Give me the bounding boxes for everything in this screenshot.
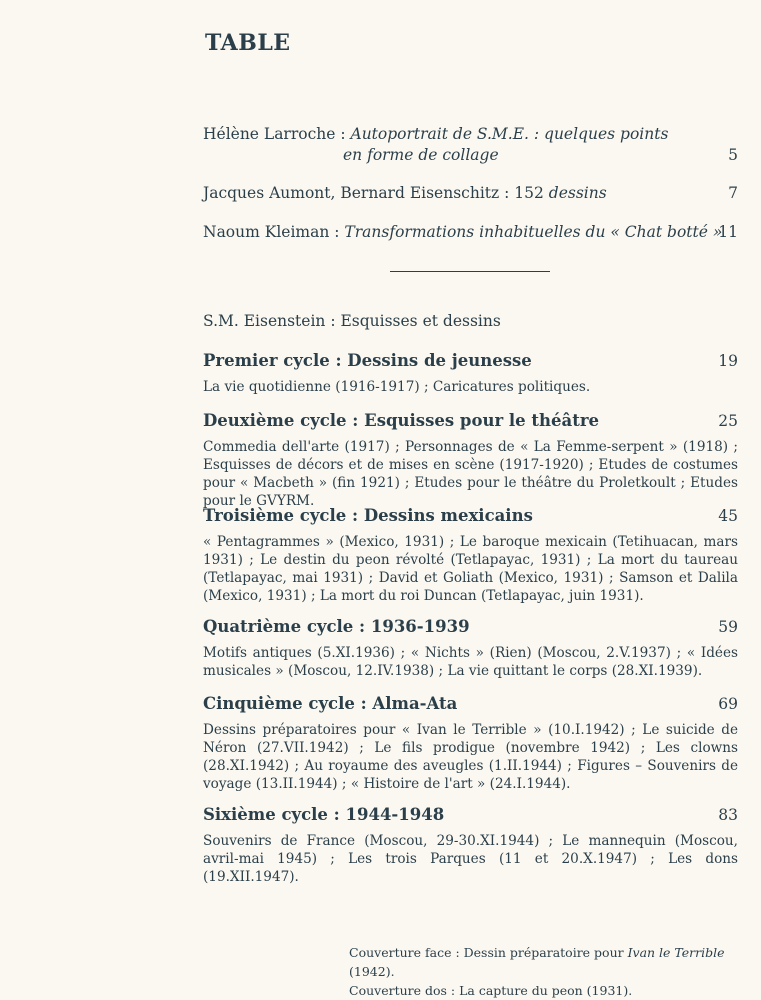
contribution-work-line2: en forme de collage bbox=[343, 146, 499, 164]
contribution-work: Transformations inhabituelles du « Chat botté » bbox=[344, 223, 723, 241]
cover-credit-back: Couverture dos : La capture du peon (1931). bbox=[349, 983, 633, 998]
cycle-page-number: 83 bbox=[718, 806, 738, 824]
divider-rule bbox=[390, 271, 550, 272]
cycle-title: Cinquième cycle : Alma-Ata bbox=[203, 694, 458, 713]
cycle-description: Souvenirs de France (Moscou, 29-30.XI.1944) ; Le mannequin (Moscou, avril-mai 1945) ; Les trois Parques (11 et 20.X.1947) ; Les dons (19.XII.1947). bbox=[203, 833, 738, 885]
cycle-entry-5 bbox=[203, 693, 738, 793]
contribution-work: dessins bbox=[548, 184, 607, 202]
contribution-page-number: 5 bbox=[728, 146, 738, 164]
cycle-description: Commedia dell'arte (1917) ; Personnages de « La Femme-serpent » (1918) ; Esquisses de décors et de mises en scène (1917-1920) ; Etudes de costumes pour « Macbeth » (fin 1921) ; Etudes pour le théâtre du Proletkoult ; Etudes pour le GVYRM. bbox=[203, 439, 738, 509]
contribution-page-number: 11 bbox=[718, 223, 738, 241]
cycle-page-number: 19 bbox=[718, 352, 738, 370]
cycle-entry-4 bbox=[203, 616, 738, 680]
section-title: S.M. Eisenstein : Esquisses et dessins bbox=[203, 312, 501, 330]
cover-credit-front: Couverture face : Dessin préparatoire pour Ivan le Terrible (1942). bbox=[349, 945, 725, 979]
cycle-title: Quatrième cycle : 1936-1939 bbox=[203, 617, 470, 636]
contribution-entry-kleiman bbox=[203, 222, 738, 243]
cycle-description: « Pentagrammes » (Mexico, 1931) ; Le baroque mexicain (Tetihuacan, mars 1931) ; Le destin du peon révolté (Tetlapayac, 1931) ; La mort du taureau (Tetlapayac, mai 1931) ; David et Goliath (Mexico, 1931) ; Samson et Dalila (Mexico, 1931) ; La mort du roi Duncan (Tetlapayac, juin 1931). bbox=[203, 534, 738, 604]
contribution-work-number: 152 bbox=[514, 184, 549, 202]
cycle-title: Troisième cycle : Dessins mexicains bbox=[203, 506, 533, 525]
contribution-entry-aumont-eisenschitz bbox=[203, 183, 738, 204]
contribution-work-line1: Autoportrait de S.M.E. : quelques points bbox=[350, 125, 669, 143]
cycle-page-number: 69 bbox=[718, 695, 738, 713]
contribution-author: Jacques Aumont, Bernard Eisenschitz : bbox=[203, 184, 515, 202]
cycle-page-number: 45 bbox=[718, 507, 738, 525]
page-title: TABLE bbox=[205, 30, 291, 56]
contribution-entry-larroche bbox=[203, 124, 738, 166]
cycle-title: Sixième cycle : 1944-1948 bbox=[203, 805, 445, 824]
cycle-entry-6 bbox=[203, 804, 738, 886]
cycle-description: Dessins préparatoires pour « Ivan le Terrible » (10.I.1942) ; Le suicide de Néron (27.VII.1942) ; Le fils prodigue (novembre 1942) ; Les clowns (28.XI.1942) ; Au royaume des aveugles (1.II.1944) ; Figures – Souvenirs de voyage (13.II.1944) ; « Histoire de l'art » (24.I.1944). bbox=[203, 722, 738, 792]
cycle-title: Deuxième cycle : Esquisses pour le théâtre bbox=[203, 411, 600, 430]
cycle-description: La vie quotidienne (1916-1917) ; Caricatures politiques. bbox=[203, 379, 591, 395]
contribution-author: Naoum Kleiman : bbox=[203, 223, 345, 241]
cycle-entry-2 bbox=[203, 410, 738, 510]
cycle-description: Motifs antiques (5.XI.1936) ; « Nichts » (Rien) (Moscou, 2.V.1937) ; « Idées musicales » (Moscou, 12.IV.1938) ; La vie quittant le corps (28.XI.1939). bbox=[203, 645, 738, 679]
cycle-title: Premier cycle : Dessins de jeunesse bbox=[203, 351, 532, 370]
cycle-entry-1 bbox=[203, 350, 738, 396]
cover-credits bbox=[349, 943, 744, 1000]
cycle-page-number: 25 bbox=[718, 412, 738, 430]
contribution-page-number: 7 bbox=[728, 184, 738, 202]
cycle-entry-3 bbox=[203, 505, 738, 605]
contribution-author: Hélène Larroche : bbox=[203, 125, 351, 143]
cycle-page-number: 59 bbox=[718, 618, 738, 636]
